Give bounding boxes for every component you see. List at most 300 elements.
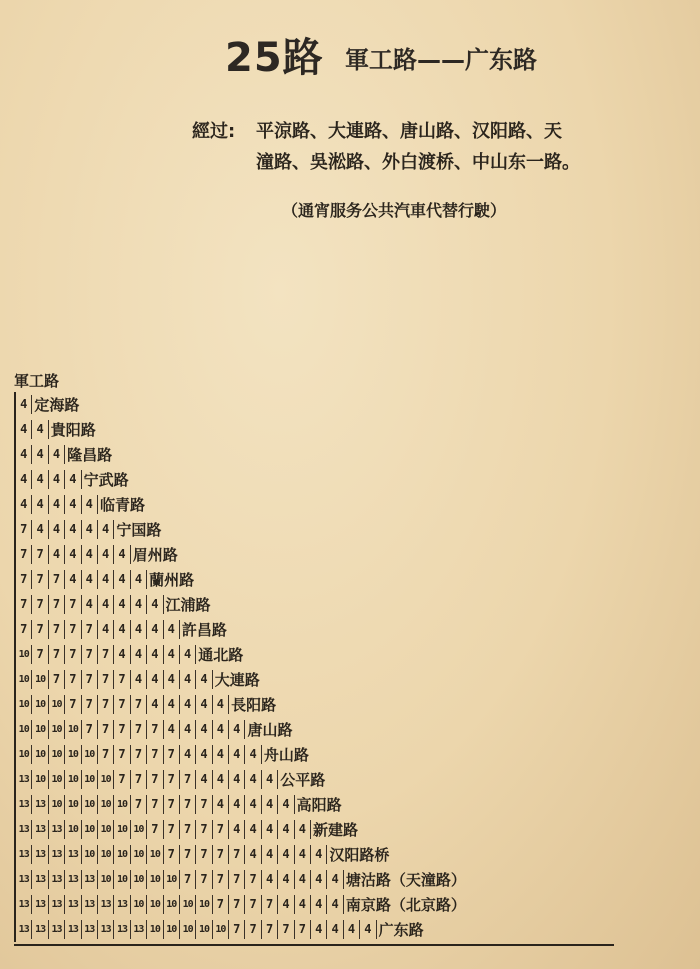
fare-cell: 7 <box>49 670 65 689</box>
fare-cell: 4 <box>147 620 163 639</box>
fare-cell: 13 <box>16 845 32 864</box>
fare-cell: 13 <box>65 845 81 864</box>
fare-cell: 13 <box>32 845 48 864</box>
fare-cell: 4 <box>295 870 311 889</box>
fare-cell: 7 <box>114 770 130 789</box>
fare-cell: 4 <box>164 695 180 714</box>
fare-cell: 10 <box>196 895 212 914</box>
fare-cell: 7 <box>164 795 180 814</box>
fare-cell: 4 <box>98 595 114 614</box>
stop-name: 通北路 <box>198 646 244 664</box>
fare-cell: 7 <box>147 795 163 814</box>
fare-cell: 4 <box>16 470 32 489</box>
fare-cell: 13 <box>82 920 98 939</box>
fare-cell: 7 <box>32 595 48 614</box>
fare-row <box>16 717 466 742</box>
fare-cell: 7 <box>32 645 48 664</box>
fare-cell: 10 <box>65 795 81 814</box>
fare-cell: 4 <box>98 545 114 564</box>
fare-cell: 4 <box>229 745 245 764</box>
fare-cell: 10 <box>32 745 48 764</box>
fare-cell: 7 <box>49 570 65 589</box>
fare-cell: 7 <box>114 695 130 714</box>
fare-cell: 4 <box>164 670 180 689</box>
fare-cell: 7 <box>229 870 245 889</box>
fare-cell: 4 <box>82 570 98 589</box>
fare-cell: 4 <box>327 920 343 939</box>
fare-cell: 13 <box>32 870 48 889</box>
fare-cell: 7 <box>213 820 229 839</box>
fare-cell: 7 <box>98 745 114 764</box>
fare-cell: 7 <box>98 670 114 689</box>
fare-cell: 10 <box>164 920 180 939</box>
fare-cell: 4 <box>278 795 294 814</box>
fare-cell: 4 <box>65 570 81 589</box>
stop-name: 临青路 <box>99 496 145 514</box>
fare-cell: 10 <box>82 770 98 789</box>
fare-cell: 4 <box>213 695 229 714</box>
fare-cell: 7 <box>164 845 180 864</box>
fare-cell: 10 <box>49 695 65 714</box>
fare-cell: 10 <box>131 845 147 864</box>
fare-cell: 10 <box>98 870 114 889</box>
fare-cell: 4 <box>229 795 245 814</box>
fare-cell: 10 <box>114 870 130 889</box>
fare-cell: 4 <box>311 920 327 939</box>
fare-cell: 7 <box>16 545 32 564</box>
fare-cell: 10 <box>49 745 65 764</box>
fare-cell: 4 <box>114 595 130 614</box>
fare-cell: 10 <box>65 720 81 739</box>
fare-cell: 4 <box>114 645 130 664</box>
fare-cell: 4 <box>131 620 147 639</box>
fare-cell: 7 <box>245 920 261 939</box>
fare-cell: 7 <box>229 920 245 939</box>
fare-row <box>16 442 466 467</box>
fare-cell: 10 <box>82 845 98 864</box>
stop-name: 長阳路 <box>231 696 277 714</box>
fare-row <box>16 692 466 717</box>
fare-cell: 4 <box>262 770 278 789</box>
stop-name: 唐山路 <box>247 721 293 739</box>
fare-cell: 4 <box>262 845 278 864</box>
fare-cell: 10 <box>49 795 65 814</box>
fare-row <box>16 542 466 567</box>
fare-cell: 7 <box>32 620 48 639</box>
fare-cell: 13 <box>16 870 32 889</box>
fare-cell: 4 <box>32 495 48 514</box>
stop-name: 高阳路 <box>296 796 342 814</box>
fare-cell: 7 <box>213 845 229 864</box>
fare-cell: 13 <box>16 895 32 914</box>
fare-cell: 7 <box>82 670 98 689</box>
fare-cell: 4 <box>196 720 212 739</box>
stop-name: 公平路 <box>280 771 326 789</box>
fare-cell: 7 <box>262 895 278 914</box>
fare-cell: 10 <box>147 870 163 889</box>
fare-cell: 7 <box>114 745 130 764</box>
via-line-1: 平涼路、大連路、唐山路、汉阳路、天 <box>256 121 562 142</box>
fare-cell: 7 <box>278 920 294 939</box>
fare-cell: 10 <box>98 820 114 839</box>
fare-cell: 4 <box>131 595 147 614</box>
fare-cell: 13 <box>16 920 32 939</box>
fare-cell: 10 <box>32 720 48 739</box>
fare-row <box>16 492 466 517</box>
fare-cell: 7 <box>98 695 114 714</box>
fare-cell: 7 <box>82 645 98 664</box>
fare-cell: 10 <box>16 720 32 739</box>
fare-cell: 4 <box>32 420 48 439</box>
fare-row <box>16 917 466 942</box>
fare-cell: 7 <box>295 920 311 939</box>
fare-cell: 4 <box>114 545 130 564</box>
fare-row <box>16 767 466 792</box>
fare-cell: 4 <box>82 545 98 564</box>
fare-cell: 4 <box>98 620 114 639</box>
fare-cell: 7 <box>82 620 98 639</box>
fare-row <box>16 467 466 492</box>
service-note: （通宵服务公共汽車代替行駛） <box>282 201 507 220</box>
fare-cell: 13 <box>82 895 98 914</box>
fare-cell: 4 <box>65 545 81 564</box>
fare-cell: 7 <box>196 870 212 889</box>
fare-cell: 4 <box>49 495 65 514</box>
fare-cell: 7 <box>196 845 212 864</box>
fare-cell: 10 <box>16 645 32 664</box>
fare-cell: 7 <box>180 845 196 864</box>
fare-cell: 7 <box>16 595 32 614</box>
fare-cell: 4 <box>360 920 376 939</box>
fare-cell: 4 <box>327 870 343 889</box>
fare-cell: 10 <box>114 845 130 864</box>
stop-name: 广东路 <box>378 921 424 939</box>
stop-name: 舟山路 <box>263 746 309 764</box>
fare-cell: 13 <box>65 920 81 939</box>
fare-cell: 7 <box>164 770 180 789</box>
fare-cell: 4 <box>49 445 65 464</box>
stop-name: 塘沽路（天潼路） <box>345 871 466 889</box>
fare-cell: 4 <box>82 520 98 539</box>
fare-cell: 7 <box>262 920 278 939</box>
fare-cell: 4 <box>114 570 130 589</box>
fare-cell: 4 <box>180 745 196 764</box>
fare-cell: 4 <box>180 670 196 689</box>
fare-cell: 4 <box>213 720 229 739</box>
fare-cell: 10 <box>114 820 130 839</box>
fare-cell: 4 <box>262 820 278 839</box>
origin-stop: 軍工路 <box>14 372 60 390</box>
fare-cell: 7 <box>131 795 147 814</box>
fare-row <box>16 892 466 917</box>
stop-name: 隆昌路 <box>67 446 113 464</box>
fare-cell: 7 <box>180 870 196 889</box>
fare-cell: 13 <box>49 845 65 864</box>
fare-row <box>16 742 466 767</box>
fare-cell: 4 <box>196 770 212 789</box>
fare-cell: 4 <box>229 820 245 839</box>
fare-cell: 7 <box>229 845 245 864</box>
stop-name: 南京路（北京路） <box>345 896 466 914</box>
fare-cell: 10 <box>32 770 48 789</box>
fare-cell: 10 <box>16 745 32 764</box>
fare-cell: 4 <box>164 620 180 639</box>
stop-name: 蘭州路 <box>149 571 195 589</box>
fare-cell: 7 <box>180 820 196 839</box>
fare-cell: 13 <box>16 795 32 814</box>
fare-cell: 10 <box>131 820 147 839</box>
fare-row <box>16 842 466 867</box>
fare-cell: 7 <box>16 620 32 639</box>
fare-cell: 4 <box>16 395 32 414</box>
fare-table <box>14 392 466 942</box>
fare-cell: 4 <box>213 795 229 814</box>
fare-cell: 10 <box>98 795 114 814</box>
fare-cell: 4 <box>16 420 32 439</box>
fare-cell: 4 <box>311 845 327 864</box>
fare-cell: 7 <box>65 620 81 639</box>
fare-cell: 13 <box>49 920 65 939</box>
fare-cell: 13 <box>65 895 81 914</box>
fare-cell: 10 <box>213 920 229 939</box>
fare-cell: 7 <box>245 870 261 889</box>
fare-cell: 4 <box>245 745 261 764</box>
fare-row <box>16 392 466 417</box>
fare-cell: 4 <box>295 820 311 839</box>
fare-cell: 13 <box>32 920 48 939</box>
fare-cell: 10 <box>164 895 180 914</box>
fare-cell: 7 <box>49 595 65 614</box>
table-bottom-rule <box>14 944 614 946</box>
route-number: 25路 <box>225 35 324 81</box>
fare-cell: 10 <box>82 795 98 814</box>
fare-cell: 7 <box>114 670 130 689</box>
fare-cell: 10 <box>16 695 32 714</box>
fare-cell: 7 <box>131 720 147 739</box>
stop-name: 新建路 <box>313 821 359 839</box>
fare-cell: 10 <box>32 695 48 714</box>
fare-cell: 7 <box>147 820 163 839</box>
fare-cell: 10 <box>65 770 81 789</box>
fare-cell: 4 <box>82 495 98 514</box>
fare-cell: 10 <box>16 670 32 689</box>
fare-cell: 10 <box>49 720 65 739</box>
fare-cell: 7 <box>131 695 147 714</box>
fare-cell: 7 <box>131 770 147 789</box>
stop-name: 定海路 <box>34 396 80 414</box>
fare-cell: 10 <box>82 820 98 839</box>
fare-cell: 4 <box>98 570 114 589</box>
fare-cell: 4 <box>49 545 65 564</box>
fare-cell: 4 <box>278 845 294 864</box>
fare-cell: 4 <box>147 595 163 614</box>
fare-cell: 4 <box>180 695 196 714</box>
fare-cell: 10 <box>32 670 48 689</box>
fare-cell: 13 <box>114 920 130 939</box>
fare-cell: 4 <box>245 770 261 789</box>
fare-cell: 13 <box>131 920 147 939</box>
fare-row <box>16 517 466 542</box>
stop-name: 許昌路 <box>181 621 227 639</box>
fare-cell: 10 <box>180 920 196 939</box>
route-span: 軍工路——广东路 <box>345 46 537 74</box>
fare-cell: 4 <box>196 670 212 689</box>
fare-cell: 13 <box>98 920 114 939</box>
fare-cell: 13 <box>49 895 65 914</box>
fare-cell: 4 <box>82 595 98 614</box>
fare-cell: 4 <box>229 770 245 789</box>
fare-cell: 10 <box>131 895 147 914</box>
fare-cell: 7 <box>65 595 81 614</box>
fare-cell: 4 <box>147 670 163 689</box>
fare-cell: 4 <box>65 495 81 514</box>
fare-cell: 7 <box>245 895 261 914</box>
fare-cell: 7 <box>16 570 32 589</box>
fare-cell: 4 <box>16 495 32 514</box>
fare-cell: 7 <box>98 720 114 739</box>
fare-cell: 4 <box>49 470 65 489</box>
fare-cell: 7 <box>82 695 98 714</box>
fare-cell: 4 <box>49 520 65 539</box>
fare-cell: 7 <box>180 770 196 789</box>
stop-name: 大連路 <box>214 671 260 689</box>
fare-cell: 4 <box>65 470 81 489</box>
fare-cell: 13 <box>98 895 114 914</box>
fare-cell: 10 <box>98 845 114 864</box>
fare-cell: 7 <box>98 645 114 664</box>
fare-cell: 10 <box>114 795 130 814</box>
fare-cell: 7 <box>213 870 229 889</box>
fare-cell: 4 <box>278 820 294 839</box>
stop-name: 宁国路 <box>116 521 162 539</box>
fare-cell: 4 <box>245 820 261 839</box>
fare-cell: 4 <box>196 745 212 764</box>
fare-cell: 7 <box>114 720 130 739</box>
fare-cell: 7 <box>32 570 48 589</box>
fare-cell: 10 <box>147 845 163 864</box>
fare-cell: 10 <box>131 870 147 889</box>
fare-row <box>16 417 466 442</box>
fare-cell: 13 <box>49 870 65 889</box>
fare-cell: 10 <box>98 770 114 789</box>
fare-cell: 4 <box>311 895 327 914</box>
fare-cell: 4 <box>327 895 343 914</box>
fare-cell: 13 <box>49 820 65 839</box>
fare-cell: 4 <box>262 870 278 889</box>
fare-cell: 4 <box>147 645 163 664</box>
fare-cell: 7 <box>49 620 65 639</box>
fare-cell: 4 <box>131 645 147 664</box>
fare-row <box>16 817 466 842</box>
fare-cell: 13 <box>32 895 48 914</box>
fare-cell: 4 <box>278 895 294 914</box>
fare-cell: 7 <box>229 895 245 914</box>
fare-row <box>16 867 466 892</box>
stop-name: 眉州路 <box>132 546 178 564</box>
stop-name: 宁武路 <box>83 471 129 489</box>
fare-cell: 4 <box>147 695 163 714</box>
fare-cell: 7 <box>65 695 81 714</box>
fare-cell: 10 <box>49 770 65 789</box>
fare-cell: 4 <box>213 770 229 789</box>
fare-cell: 4 <box>295 845 311 864</box>
fare-cell: 13 <box>114 895 130 914</box>
fare-cell: 7 <box>65 645 81 664</box>
fare-cell: 7 <box>65 670 81 689</box>
fare-cell: 4 <box>278 870 294 889</box>
fare-cell: 4 <box>32 470 48 489</box>
fare-cell: 10 <box>164 870 180 889</box>
fare-row <box>16 592 466 617</box>
fare-cell: 7 <box>32 545 48 564</box>
fare-cell: 10 <box>180 895 196 914</box>
fare-cell: 7 <box>147 770 163 789</box>
fare-cell: 7 <box>49 645 65 664</box>
fare-cell: 4 <box>213 745 229 764</box>
fare-cell: 4 <box>180 645 196 664</box>
fare-cell: 13 <box>16 770 32 789</box>
via-line-2: 潼路、吳淞路、外白渡桥、中山东一路。 <box>256 152 580 173</box>
fare-cell: 13 <box>16 820 32 839</box>
fare-cell: 7 <box>213 895 229 914</box>
stop-name: 汉阳路桥 <box>329 846 390 864</box>
fare-row <box>16 792 466 817</box>
stop-name: 江浦路 <box>165 596 211 614</box>
fare-cell: 7 <box>164 820 180 839</box>
fare-cell: 7 <box>147 720 163 739</box>
fare-cell: 7 <box>82 720 98 739</box>
fare-cell: 10 <box>82 745 98 764</box>
fare-cell: 4 <box>229 720 245 739</box>
fare-row <box>16 617 466 642</box>
fare-cell: 10 <box>65 820 81 839</box>
fare-cell: 13 <box>65 870 81 889</box>
fare-cell: 4 <box>262 795 278 814</box>
fare-cell: 4 <box>16 445 32 464</box>
fare-cell: 13 <box>82 870 98 889</box>
fare-row <box>16 642 466 667</box>
fare-cell: 10 <box>147 920 163 939</box>
fare-cell: 7 <box>164 745 180 764</box>
fare-cell: 7 <box>196 795 212 814</box>
fare-cell: 7 <box>131 745 147 764</box>
fare-cell: 4 <box>131 670 147 689</box>
fare-cell: 10 <box>196 920 212 939</box>
fare-cell: 4 <box>32 520 48 539</box>
fare-cell: 4 <box>65 520 81 539</box>
fare-cell: 4 <box>344 920 360 939</box>
fare-cell: 4 <box>164 720 180 739</box>
fare-cell: 4 <box>32 445 48 464</box>
fare-cell: 4 <box>245 795 261 814</box>
fare-row <box>16 667 466 692</box>
fare-cell: 7 <box>180 795 196 814</box>
fare-cell: 4 <box>245 845 261 864</box>
fare-row <box>16 567 466 592</box>
fare-cell: 13 <box>32 820 48 839</box>
fare-cell: 4 <box>98 520 114 539</box>
fare-cell: 4 <box>114 620 130 639</box>
fare-cell: 10 <box>65 745 81 764</box>
fare-cell: 13 <box>32 795 48 814</box>
fare-cell: 4 <box>295 895 311 914</box>
via-label: 經过: <box>192 121 236 142</box>
fare-cell: 4 <box>196 695 212 714</box>
fare-cell: 7 <box>147 745 163 764</box>
fare-cell: 4 <box>131 570 147 589</box>
header <box>0 0 700 330</box>
fare-cell: 4 <box>164 645 180 664</box>
